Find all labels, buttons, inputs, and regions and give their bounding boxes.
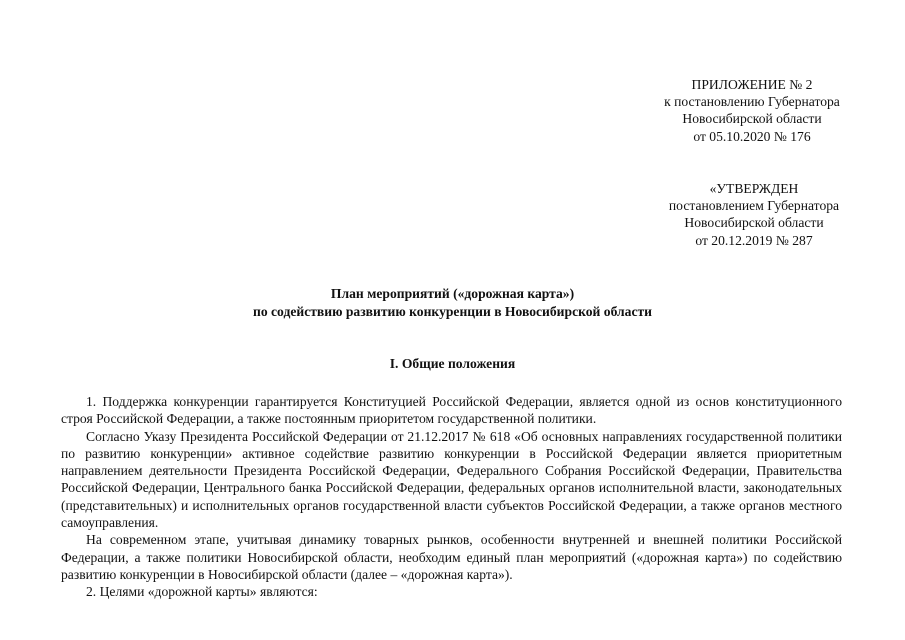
appendix-date: от 05.10.2020 № 176 (693, 128, 811, 144)
approved-date: от 20.12.2019 № 287 (695, 232, 813, 248)
approved-region: Новосибирской области (684, 215, 824, 231)
paragraph-1: 1. Поддержка конкуренции гарантируется Конституцией Российской Федерации, является одной из основ конституционного строя Российской Федерации, а также постоянным приоритетом государственной политики. (61, 394, 842, 427)
document-title-line1: План мероприятий («дорожная карта») (330, 286, 575, 301)
paragraph-2: Согласно Указу Президента Российской Федерации от 21.12.2017 № 618 «Об основных направлениях государственной политики по развитию конкуренции» активное содействие развитию конкуренции в Российской Федерации является приоритетным направлением деятельности Президента Российской Федерации, Федерального Собрания Российской Федерации, Правительства Российской Федерации, Центрального банка Российской Федерации, федеральных органов исполнительной власти, законодательных (представительных) и исполнительных органов государственной власти субъектов Российской Федерации, а также органов местного самоуправления. (61, 428, 842, 531)
approved-label: «УТВЕРЖДЕН (709, 181, 799, 196)
document-body (61, 393, 842, 601)
approved-reference: постановлением Губернатора (668, 198, 840, 214)
appendix-number: ПРИЛОЖЕНИЕ № 2 (691, 77, 813, 92)
appendix-header (607, 76, 897, 145)
paragraph-4: 2. Целями «дорожной карты» являются: (86, 584, 318, 600)
appendix-region: Новосибирской области (682, 111, 822, 127)
document-title-line2: по содействию развитию конкуренции в Новосибирской области (252, 303, 653, 319)
document-title (0, 285, 905, 320)
paragraph-3: На современном этапе, учитывая динамику товарных рынков, особенности внутренней и внешней политики Российской Федерации, а также политики Новосибирской области, необходим единый план мероприятий («дорожная карта») по содействию развитию конкуренции в Новосибирской области (далее – «дорожная карта»). (61, 532, 842, 582)
approved-stamp (609, 180, 899, 249)
appendix-reference: к постановлению Губернатора (664, 94, 840, 110)
section-heading: I. Общие положения (389, 356, 516, 371)
